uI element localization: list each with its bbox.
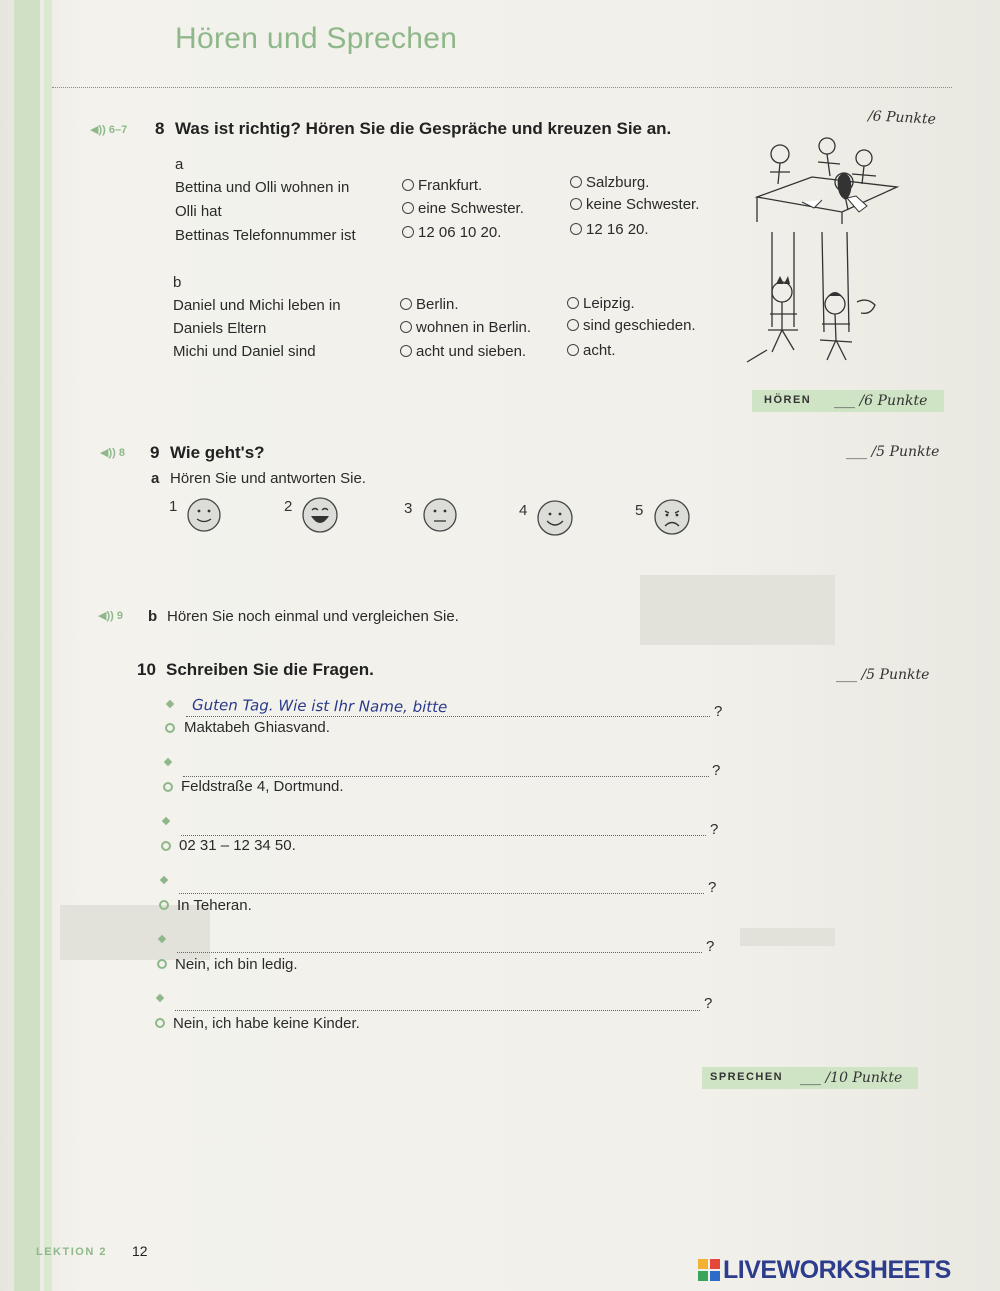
margin-strip [14,0,40,1291]
part-label: b [173,274,182,291]
option-choice[interactable] [567,342,616,359]
instruction-text: Hören Sie und antworten Sie. [170,470,366,487]
option-choice[interactable] [402,200,524,217]
answer-bullet-icon [159,900,169,910]
speaker-icon: ◀)) [100,447,116,459]
part-label: a [151,470,160,487]
option-text: 12 06 10 20. [418,224,502,241]
answer-text: Nein, ich habe keine Kinder. [173,1015,360,1032]
option-choice[interactable] [570,196,699,213]
option-choice[interactable] [400,319,531,336]
margin-strip-inner [44,0,52,1291]
instruction-text: Hören Sie noch einmal und vergleichen Sie. [167,608,459,625]
part-label: a [175,156,184,173]
stem-text: Bettina und Olli wohnen in [175,179,350,196]
face-number: 4 [519,502,528,519]
speaker-icon: ◀)) [90,124,106,136]
answer-bullet-icon [155,1018,165,1028]
band-points: ___ /6 Punkte [834,393,928,409]
classroom-illustration [752,132,902,227]
answer-line[interactable] [177,952,702,953]
question-mark: ? [714,703,723,720]
exercise-title: Schreiben Sie die Fragen. [166,660,374,679]
question-bullet-icon [162,817,170,825]
brand-name: LIVEWORKSHEETS [723,1256,951,1284]
part-label: b [148,608,158,625]
radio-circle-icon[interactable] [402,202,414,214]
swing-illustration [742,232,887,372]
option-text: Frankfurt. [418,177,483,194]
show-through-box [640,575,835,645]
face-number: 2 [284,498,293,515]
audio-track-label: 8 [118,447,125,459]
answer-line[interactable] [175,1010,700,1011]
laughing-face-icon[interactable] [301,496,339,534]
answer-bullet-icon [161,841,171,851]
question-bullet-icon [156,994,164,1002]
answer-line[interactable] [181,835,706,836]
option-choice[interactable] [400,296,459,313]
answer-bullet-icon [163,782,173,792]
radio-circle-icon[interactable] [567,319,579,331]
radio-circle-icon[interactable] [570,198,582,210]
answer-line[interactable] [179,893,704,894]
audio-track-label: 9 [116,610,123,622]
option-choice[interactable] [402,177,482,194]
exercise-title: Was ist richtig? Hören Sie die Gespräche und kreuzen Sie an. [175,119,672,138]
radio-circle-icon[interactable] [400,345,412,357]
question-bullet-icon [164,758,172,766]
question-mark: ? [710,821,719,838]
points-label: ___ /5 Punkte [846,444,940,460]
brand-logo [698,1256,951,1284]
radio-circle-icon[interactable] [567,344,579,356]
audio-track-9b[interactable] [98,609,123,622]
option-text: 12 16 20. [586,221,649,238]
liveworksheets-logo-icon [698,1259,720,1281]
option-choice[interactable] [567,295,635,312]
option-text: acht. [583,342,616,359]
points-label: /6 Punkte [867,108,937,128]
radio-circle-icon[interactable] [402,226,414,238]
radio-circle-icon[interactable] [567,297,579,309]
option-choice[interactable] [570,221,649,238]
points-label: ___ /5 Punkte [836,667,930,683]
radio-circle-icon[interactable] [402,179,414,191]
option-text: keine Schwester. [586,196,700,213]
option-text: Leipzig. [583,295,635,312]
option-text: acht und sieben. [416,343,527,360]
option-choice[interactable] [402,224,501,241]
answer-text: Nein, ich bin ledig. [175,956,298,973]
question-bullet-icon [160,876,168,884]
answer-bullet-icon [165,723,175,733]
show-through-box [740,928,835,946]
band-label: SPRECHEN [710,1071,784,1083]
option-text: eine Schwester. [418,200,524,217]
neutral-face-icon[interactable] [422,497,458,533]
question-mark: ? [712,762,721,779]
question-mark: ? [708,879,717,896]
sad-face-icon[interactable] [653,498,691,536]
answer-text: Feldstraße 4, Dortmund. [181,778,344,795]
exercise-number: 8 [155,119,165,138]
option-text: wohnen in Berlin. [416,319,532,336]
option-text: Berlin. [416,296,459,313]
happy-face-icon[interactable] [536,499,574,537]
smiley-face-icon[interactable] [186,497,222,533]
face-number: 1 [169,498,178,515]
audio-track-label: 6–7 [108,124,128,136]
question-mark: ? [706,938,715,955]
speaker-icon: ◀)) [98,610,114,622]
face-number: 3 [404,500,413,517]
radio-circle-icon[interactable] [400,298,412,310]
option-choice[interactable] [570,174,649,191]
stem-text: Daniel und Michi leben in [173,297,341,314]
stem-text: Bettinas Telefonnummer ist [175,227,356,244]
answer-line[interactable] [183,776,709,777]
exercise-title: Wie geht's? [170,443,265,462]
header-rule [52,87,952,88]
stem-text: Michi und Daniel sind [173,343,316,360]
section-title: Hören und Sprechen [175,22,458,55]
option-choice[interactable] [567,317,696,334]
question-mark: ? [704,995,713,1012]
question-bullet-icon [166,700,174,708]
answer-text: 02 31 – 12 34 50. [179,837,296,854]
audio-track-9a[interactable] [100,446,125,459]
face-number: 5 [635,502,644,519]
answer-bullet-icon [157,959,167,969]
radio-circle-icon[interactable] [570,223,582,235]
exercise-number: 9 [150,443,160,462]
exercise-number: 10 [137,660,156,679]
answer-input[interactable]: Guten Tag. Wie ist Ihr Name, bitte [191,695,448,717]
sprechen-score-band [702,1067,918,1089]
radio-circle-icon[interactable] [400,321,412,333]
answer-text: Maktabeh Ghiasvand. [184,719,330,736]
option-text: Salzburg. [586,174,650,191]
stem-text: Daniels Eltern [173,320,267,337]
option-text: sind geschieden. [583,317,696,334]
lesson-label: LEKTION 2 [36,1246,107,1258]
answer-text: In Teheran. [177,897,252,914]
option-choice[interactable] [400,343,526,360]
answer-line[interactable] [186,716,710,717]
page-number: 12 [132,1243,148,1259]
band-label: HÖREN [764,394,812,406]
band-points: ___ /10 Punkte [800,1070,903,1086]
radio-circle-icon[interactable] [570,176,582,188]
hoeren-score-band [752,390,944,412]
audio-track-8[interactable] [90,123,127,136]
stem-text: Olli hat [175,203,222,220]
